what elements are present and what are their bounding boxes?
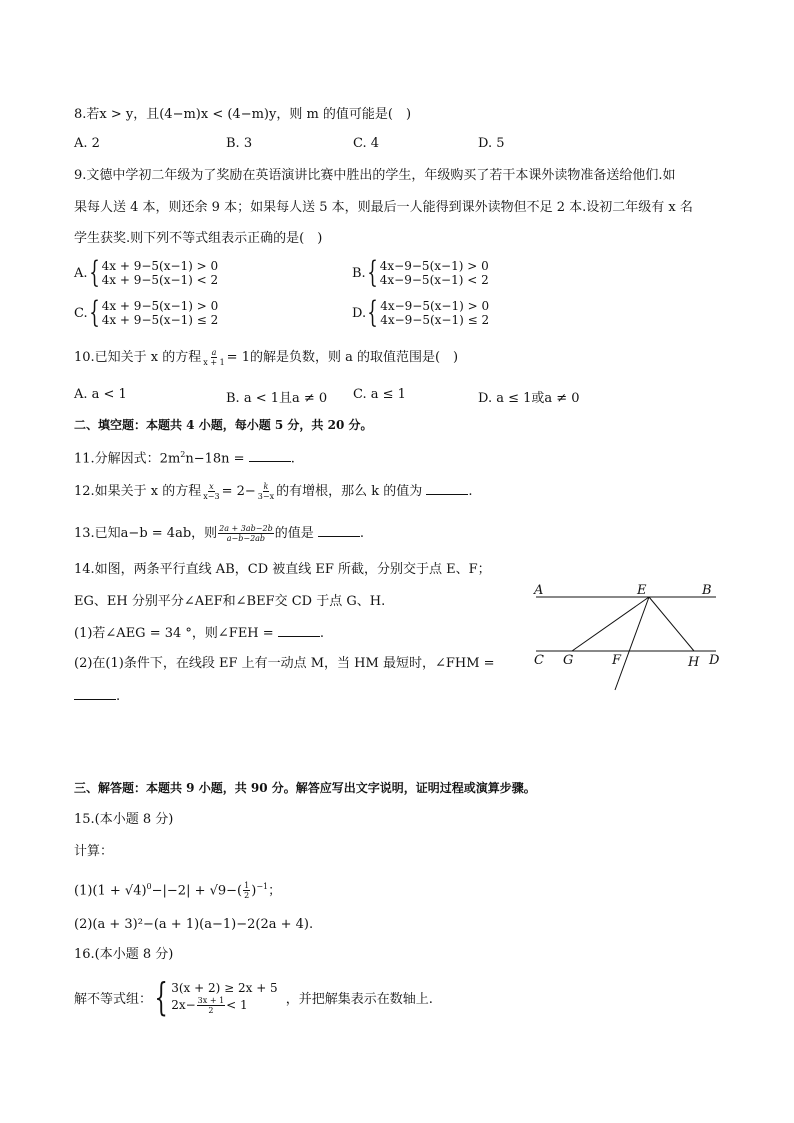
q15-heading: 15.(本小题 8 分) [74, 812, 174, 827]
q11-pre: 11.分解因式：2m [74, 451, 181, 467]
q16-top-inequality: 3(x + 2) ≥ 2x + 5 [171, 980, 278, 995]
q10-option-b: B. a < 1且a ≠ 0 [226, 391, 328, 406]
section-2-heading: 二、填空题：本题共 4 小题，每小题 5 分，共 20 分。 [74, 418, 373, 432]
answer-blank[interactable] [426, 482, 468, 495]
q9-option-c-label: C. [74, 305, 88, 321]
point-label-a: A [534, 583, 544, 598]
answer-blank[interactable] [74, 687, 116, 700]
q14-line-4: (2)在(1)条件下，在线段 EF 上有一动点 M，当 HM 最短时，∠FHM = [74, 656, 495, 671]
brace-symbol: { [88, 255, 100, 290]
q16-fraction [197, 996, 225, 1015]
q12-post: 的有增根，那么 k 的值为 [276, 484, 423, 499]
q13-post: 的值是 [274, 526, 314, 541]
q14-geometry-figure [526, 578, 726, 693]
q13-stem: 13.已知a−b = 4ab，则 $\frac{2a + 3ab-2b}{a-b-2ab}$ 的值是 . [74, 524, 364, 543]
q16-bottom-pre: 2x− [171, 997, 196, 1012]
q9-option-b-label: B. [352, 265, 366, 281]
q16-post: ，并把解集表示在数轴上. [285, 991, 433, 1007]
q15-p1-mid: −|−2| + √9−( [151, 883, 243, 899]
q10-post: = 1的解是负数，则 a 的取值范围是( ) [226, 350, 459, 365]
q12-f2-num: k [263, 482, 269, 491]
q8-option-b: B. 3 [226, 136, 253, 151]
point-label-g: G [563, 653, 574, 668]
line-eh [649, 597, 694, 651]
section-3-heading: 三、解答题：本题共 9 小题，共 90 分。解答应写出文字说明，证明过程或演算步骤。 [74, 781, 536, 795]
point-label-e: E [637, 583, 647, 598]
brace-symbol: { [154, 975, 168, 1019]
q10-fraction [202, 348, 225, 367]
line-eg [572, 597, 649, 651]
q9-option-a [74, 255, 219, 290]
q15-p1-pre: (1)(1 + √4) [74, 883, 147, 899]
q15-part-2: (2)(a + 3)²−(a + 1)(a−1)−2(2a + 4). [74, 917, 314, 932]
q15-p1-end: ； [268, 883, 282, 899]
q12-f1-num: x [209, 482, 214, 491]
q9-line-3: 学生获奖.则下列不等式组表示正确的是( ) [74, 231, 323, 246]
q9-option-d-bottom: 4x−9−5(x−1) ≤ 2 [380, 313, 490, 327]
q16-stem [74, 975, 433, 1019]
q10-frac-den: x + 1 [203, 358, 225, 367]
q10-stem [74, 348, 458, 367]
q10-frac-num: a [211, 348, 217, 357]
q15-part-1 [74, 878, 281, 900]
q14-part-1: (1)若∠AEG = 34 °，则∠FEH = [74, 626, 274, 641]
point-label-b: B [702, 583, 712, 598]
q15-p1-sup: 0 [146, 882, 152, 891]
q16-frac-den: 2 [208, 1005, 214, 1015]
q16-heading: 16.(本小题 8 分) [74, 947, 174, 962]
q13-pre: 13.已知a−b = 4ab，则 [74, 526, 218, 541]
q8-option-a: A. 2 [74, 136, 100, 151]
q15-p1-frac-num: 1 [244, 881, 250, 891]
q15-calc-label: 计算： [74, 844, 114, 859]
q9-line-1: 9.文德中学初二年级为了奖励在英语演讲比赛中胜出的学生，年级购买了若干本课外读物准备送给他们.如 [74, 168, 676, 183]
q9-option-d-label: D. [352, 305, 367, 321]
q11-sup: 2 [180, 450, 186, 459]
q10-pre: 10.已知关于 x 的方程 [74, 350, 202, 365]
q14-line-2: EG、EH 分别平分∠AEF和∠BEF交 CD 于点 G、H. [74, 594, 386, 609]
q15-p1-post: ) [251, 883, 257, 899]
q8-stem: 8.若x > y，且(4−m)x < (4−m)y，则 m 的值可能是( ) [74, 107, 412, 122]
q16-pre: 解不等式组： [74, 991, 153, 1007]
q9-option-a-top: 4x + 9−5(x−1) > 0 [101, 259, 219, 273]
q13-fraction [218, 524, 274, 543]
q10-option-d: D. a ≤ 1或a ≠ 0 [478, 391, 580, 406]
q11-post: n−18n = [185, 451, 245, 467]
q9-option-c-top: 4x + 9−5(x−1) > 0 [101, 299, 219, 313]
q12-f1-den: x−3 [203, 492, 220, 501]
q12-mid: = 2− [221, 484, 256, 499]
brace-symbol: { [367, 295, 378, 330]
q16-frac-num: 3x + 1 [197, 995, 225, 1005]
point-label-h: H [688, 655, 700, 670]
line-ef [615, 597, 649, 690]
q8-option-c: C. 4 [353, 136, 380, 151]
point-label-d: D [709, 653, 720, 668]
q12-f2-den: 3−x [257, 492, 275, 501]
q9-option-d [352, 295, 490, 330]
q14-line-1: 14.如图，两条平行直线 AB，CD 被直线 EF 所截，分别交于点 E、F； [74, 562, 491, 577]
q12-pre: 12.如果关于 x 的方程 [74, 484, 202, 499]
q15-p1-frac-den: 2 [244, 891, 250, 901]
q9-option-d-top: 4x−9−5(x−1) > 0 [380, 299, 490, 313]
q15-p1-sup2: −1 [256, 882, 269, 891]
q12-fraction-2 [257, 482, 275, 501]
q9-option-c [74, 295, 219, 330]
brace-symbol: { [88, 295, 100, 330]
q12-stem: 12.如果关于 x 的方程 $\frac{x}{x-3}$ = 2− $\frac{k}{3-x}$ 的有增根，那么 k 的值为 . [74, 482, 473, 501]
q13-frac-num: 2a + 3ab−2b [219, 524, 273, 533]
q14-line-5: . [74, 687, 120, 706]
q14-line-3: (1)若∠AEG = 34 °，则∠FEH = . [74, 626, 324, 641]
q8-option-d: D. 5 [478, 136, 505, 151]
answer-blank[interactable] [318, 524, 360, 537]
q12-fraction-1 [202, 482, 220, 501]
q9-option-a-label: A. [74, 265, 88, 281]
q9-option-a-bottom: 4x + 9−5(x−1) < 2 [101, 273, 219, 287]
answer-blank[interactable] [278, 624, 320, 637]
point-label-f: F [612, 653, 622, 668]
q16-bottom-inequality [171, 996, 278, 1015]
q16-bottom-post: < 1 [226, 997, 248, 1012]
q10-option-c: C. a ≤ 1 [353, 387, 406, 402]
q11-stem: 11.分解因式：$2m^2n-18n$ = . [74, 450, 295, 467]
q13-frac-den: a−b−2ab [226, 534, 266, 543]
answer-blank[interactable] [249, 449, 291, 462]
brace-symbol: { [366, 255, 378, 290]
q9-line-2: 果每人送 4 本，则还余 9 本；如果每人送 5 本，则最后一人能得到课外读物但不足 2 本.设初二年级有 x 名 [74, 200, 693, 215]
q9-option-c-bottom: 4x + 9−5(x−1) ≤ 2 [101, 313, 219, 327]
q9-option-b [352, 255, 489, 290]
q10-option-a: A. a < 1 [74, 387, 127, 402]
q9-option-b-bottom: 4x−9−5(x−1) < 2 [379, 273, 489, 287]
q9-option-b-top: 4x−9−5(x−1) > 0 [379, 259, 489, 273]
q15-p1-fraction [243, 881, 250, 900]
point-label-c: C [534, 653, 544, 668]
